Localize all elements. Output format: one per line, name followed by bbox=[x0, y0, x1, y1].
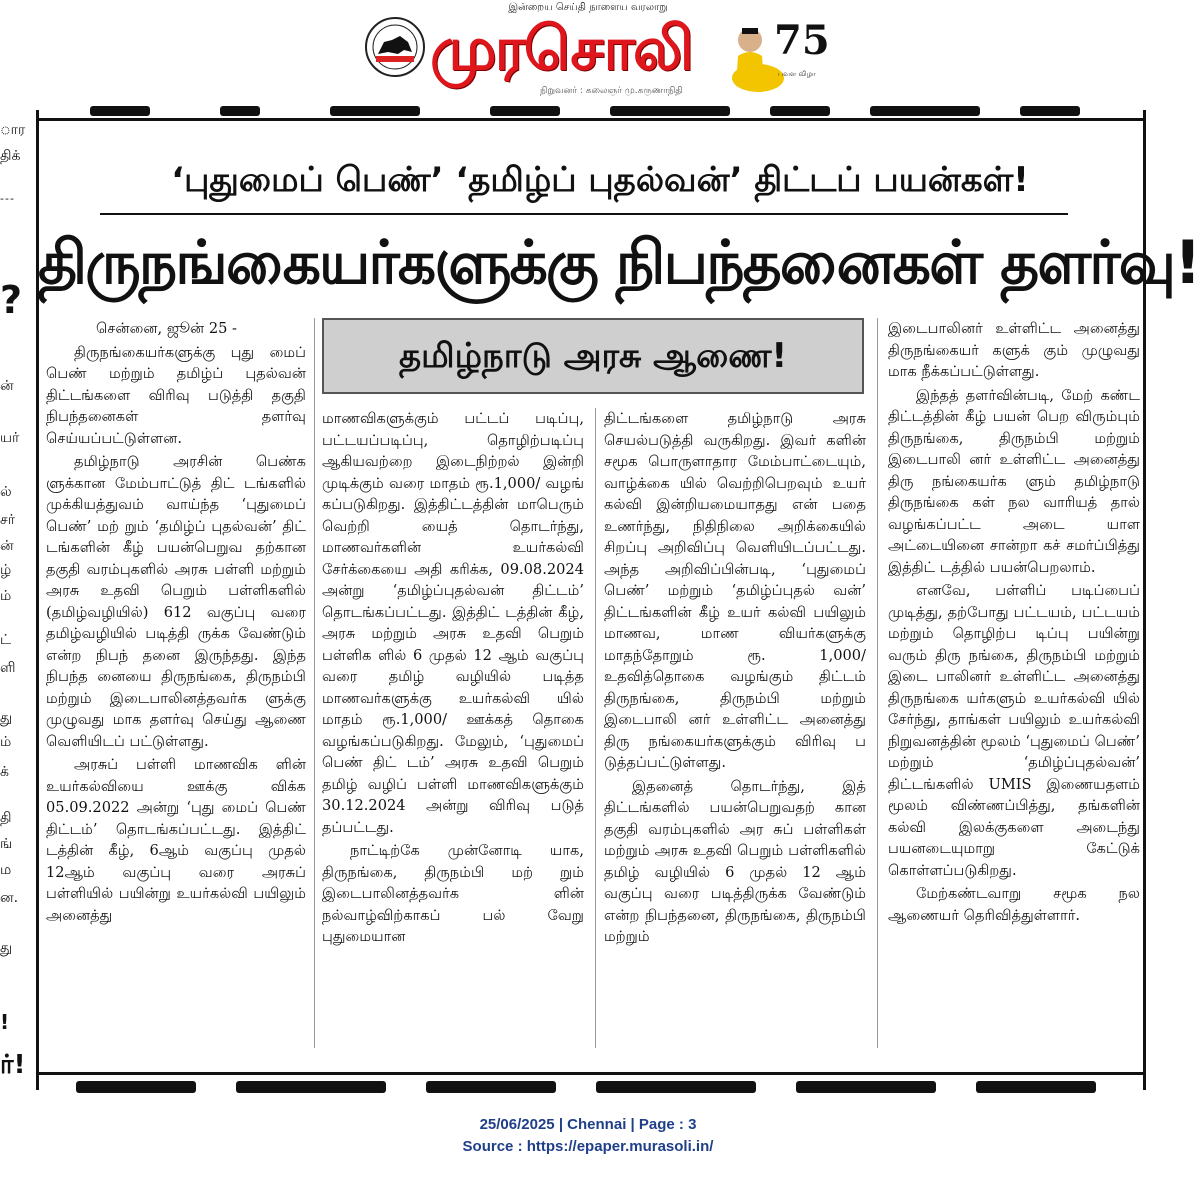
column-divider bbox=[314, 318, 315, 1048]
paragraph: மேற்கண்டவாறு சமூக நல ஆணையர் தெரிவித்துள்ளார். bbox=[888, 885, 1140, 924]
paragraph: நாட்டிற்கே முன்னோடி யாக, திருநங்கை, திருநம்பி மற் றும் இடைபாலினத்தவர்க ளின் நல்வாழ்விற்காகப் பல் வேறு புதுமையான bbox=[322, 842, 584, 945]
fragment: ம bbox=[0, 862, 12, 878]
article-column-4 bbox=[888, 318, 1140, 926]
paragraph: அரசுப் பள்ளி மாணவிக ளின் உயர்கல்வியை ஊக்கு விக்க 05.09.2022 அன்று ‘புது மைப் பெண் திட்டம்’ தொடங்கப்பட்டது. இத்திட் டத்தின் கீழ், 6ஆம் வகுப்பு முதல் 12ஆம் வகுப்பு வரை அரசுப் பள்ளியில் பயின்று உயர்கல்வி பயிலும் அனைத்து bbox=[46, 756, 306, 924]
fragment: ம் bbox=[0, 588, 12, 604]
top-rule bbox=[36, 118, 1146, 121]
column-divider bbox=[595, 408, 596, 1048]
column-divider bbox=[877, 318, 878, 1048]
newspaper-logo: முரசொலி bbox=[430, 14, 692, 84]
paragraph: இதனைத் தொடர்ந்து, இத் திட்டங்களில் பயன்பெறுவதற் கான தகுதி வரம்புகளில் அர சுப் பள்ளிகள் மற்றும் அரசு உதவி பெறும் பள்ளிகளில் தமிழ் வழியில் 6 முதல் 12 ஆம் வகுப்பு வரை படித்திருக்க வேண்டும் என்ற நிபந்தனை, திருநங்கை, திருநம்பி மற்றும் bbox=[604, 777, 866, 945]
fragment: தி bbox=[0, 810, 12, 826]
fragment: ? bbox=[0, 278, 23, 322]
paragraph: இடைபாலினர் உள்ளிட்ட அனைத்து திருநங்கையர் களுக் கும் முழுவது மாக நீக்கப்பட்டுள்ளது. bbox=[888, 320, 1140, 380]
fragment: ளி bbox=[0, 660, 16, 676]
fragment: --- bbox=[0, 192, 15, 205]
fragment: ல் bbox=[0, 484, 12, 500]
fragment: து bbox=[0, 710, 13, 726]
paragraph: இந்தத் தளர்வின்படி, மேற் கண்ட திட்டத்தின் கீழ் பயன் பெற விரும்பும் திருநங்கை, திருநம்பி மற்றும் இடைபாலி னர் உள்ளிட்ட அனைத்து திரு நங்கையர்க ளும் தமிழ்நாடு திருநங்கை கள் நல வாரியத் தால் வழங்கப்பட்ட அடை யாள அட்டையினை சான்றா கச் சமர்ப்பித்து இத்திட் டத்தில் பயன்பெறலாம். bbox=[888, 386, 1140, 576]
fragment: ! bbox=[0, 1010, 10, 1034]
masthead-tagline: இன்றைய செய்தி நாளைய வரலாறு bbox=[508, 2, 668, 13]
fragment: ட் bbox=[0, 632, 12, 648]
paragraph: எனவே, பள்ளிப் படிப்பைப் முடித்து, தற்போது பட்டயம், பட்டயம் மற்றும் தொழிற்ப டிப்பு பயின்று வரும் திரு நங்கை, திருநம்பி மற்றும் இடை பாலினர் உள்ளிட்ட அனைத்து திருநங்கை யர்களும் உயர்கல்வி யில் சேர்ந்து, தாங்கள் பயிலும் உயர்கல்வி நிறுவனத்தின் மூலம் ‘புதுமைப் பெண்’ மற்றும் ‘தமிழ்ப்புதல்வன்’ திட்டங்களில் UMIS இணையதளம் மூலம் விண்ணப்பித்து, தங்களின் கல்வி இலக்குகளை அடைந்து பயனடையுமாறு கேட்டுக் கொள்ளப்படுகிறது. bbox=[888, 582, 1140, 879]
article-headline: திருநங்கையர்களுக்கு நிபந்தனைகள் தளர்வு! bbox=[38, 228, 1199, 298]
fragment: ன. bbox=[0, 890, 19, 906]
bottom-cutoff-headline bbox=[36, 1072, 1146, 1093]
paragraph: தமிழ்நாடு அரசின் பெண்க ளுக்கான மேம்பாட்டுத் திட் டங்களில் முக்கியத்துவம் வாய்ந்த ‘புதுமைப் பெண்’ மற் றும் ‘தமிழ்ப் புதல்வன்’ திட் டங்களின் கீழ் பயன்பெறுவ தற்கான தகுதி வரம்புகளில் அரசு பள்ளி மற்றும் அரசு உதவி பெறும் பள்ளிகளில் (தமிழ்வழியில்) 612 வகுப்பு வரை தமிழ்வழியில் படித்தி ருக்க வேண்டும் என்ற நிபந் தனை இருந்தது. இந்த நிபந்த னையை திருநங்கை, திருநம்பி மற்றும் இடைபாலினத்தவர்க ளுக்கு முழுவது மாக தளர்வு செய்து ஆணை வெளியிடப் பட்டுள்ளது. bbox=[46, 453, 306, 750]
paragraph: திட்டங்களை தமிழ்நாடு அரசு செயல்படுத்தி வருகிறது. இவர் களின் சமூக பொருளாதார மேம்பாட்டையும், வாழ்க்கை யில் வெற்றிபெறவும் உயர் கல்வி இன்றியமையாதது என் பதை உணர்ந்து, நிதிநிலை அறிக்கையில் சிறப்பு அறிவிப்பு வெளியிடப்பட்டது. அந்த அறிவிப்பின்படி, ‘புதுமைப் பெண்’ மற்றும் ‘தமிழ்ப்புதல் வன்’ திட்டங்களின் கீழ் உயர் கல்வி பயிலும் மாணவ, மாண வியர்களுக்கு மாதந்தோறும் ரூ. 1,000/ உதவித்தொகை வழங்கும் திட்டம் திருநங்கை, திருநம்பி மற்றும் இடைபாலி னர் உள்ளிட்ட அனைத்து திரு நங்கையர்களுக்கும் விரிவு ப டுத்தப்பட்டுள்ளது. bbox=[604, 410, 866, 771]
article-column-2 bbox=[322, 408, 584, 948]
anniversary-subtitle: பவள விழா bbox=[778, 70, 816, 78]
article-subhead: தமிழ்நாடு அரசு ஆணை! bbox=[322, 318, 864, 394]
kicker-divider bbox=[100, 213, 1068, 215]
fragment: து bbox=[0, 940, 13, 956]
fragment: யர் bbox=[0, 430, 20, 446]
party-emblem-icon bbox=[364, 16, 426, 78]
dateline: சென்னை, ஜூன் 25 - bbox=[96, 320, 237, 337]
masthead bbox=[0, 0, 1176, 112]
adjacent-column-fragments bbox=[0, 110, 24, 1110]
anniversary-number: 75 bbox=[774, 17, 830, 64]
article-kicker: ‘புதுமைப் பெண்’ ‘தமிழ்ப் புதல்வன்’ திட்டப் பயன்கள்! bbox=[171, 160, 1029, 200]
edition-info: 25/06/2025 | Chennai | Page : 3 bbox=[479, 1116, 697, 1133]
fragment: ன் bbox=[0, 538, 14, 554]
page-footer bbox=[0, 1114, 1176, 1158]
article-column-1 bbox=[46, 318, 306, 926]
fragment: ார bbox=[0, 122, 26, 138]
paragraph: மாணவிகளுக்கும் பட்டப் படிப்பு, பட்டயப்படிப்பு, தொழிற்படிப்பு ஆகியவற்றை இடைநிற்றல் இன்றி முடிக்கும் வரை மாதம் ரூ.1,000/ வழங் கப்படுகிறது. இத்திட்டத்தின் மாபெரும் வெற்றி யைத் தொடர்ந்து, மாணவர்களின் உயர்கல்வி சேர்க்கையை அதி கரிக்க, 09.08.2024 அன்று ‘தமிழ்ப்புதல்வன் திட்டம்’ தொடங்கப்பட்டது. இத்திட் டத்தின் கீழ், அரசு மற்றும் அரசு உதவி பெறும் பள்ளிக ளில் 6 முதல் 12 ஆம் வகுப்பு வரை தமிழ் வழியில் படித்த மாணவர்களுக்கு உயர்கல்வி யில் மாதம் ரூ.1,000/ ஊக்கத் தொகை வழங்கப்படுகிறது. மேலும், ‘புதுமைப் பெண் திட் டம்’ அரசு உதவி பெறும் தமிழ் வழிப் பள்ளி மாணவிகளுக்கும் 30.12.2024 அன்று விரிவு படுத் தப்பட்டது. bbox=[322, 410, 584, 836]
fragment: ழ் bbox=[0, 562, 12, 578]
logo-subtitle: நிறுவனர் : கலைஞர் மு.கருணாநிதி bbox=[540, 86, 683, 96]
fragment: சர் bbox=[0, 512, 16, 528]
article-column-3 bbox=[604, 408, 866, 948]
source-link[interactable]: Source : https://epaper.murasoli.in/ bbox=[462, 1138, 714, 1155]
paragraph: திருநங்கையர்களுக்கு புது மைப் பெண் மற்றும் தமிழ்ப் புதல்வன் திட்டங்களை விரிவு படுத்தி தகுதி நிபந்தனைகள் தளர்வு செய்யப்பட்டுள்ளன. bbox=[46, 343, 306, 447]
fragment: திக் bbox=[0, 148, 21, 164]
fragment: க் bbox=[0, 764, 9, 780]
fragment: ம் bbox=[0, 734, 12, 750]
anniversary-75-emblem bbox=[728, 6, 830, 96]
fragment: ங் bbox=[0, 836, 13, 852]
fragment: ன் bbox=[0, 378, 14, 394]
fragment: ர்! bbox=[0, 1050, 26, 1080]
